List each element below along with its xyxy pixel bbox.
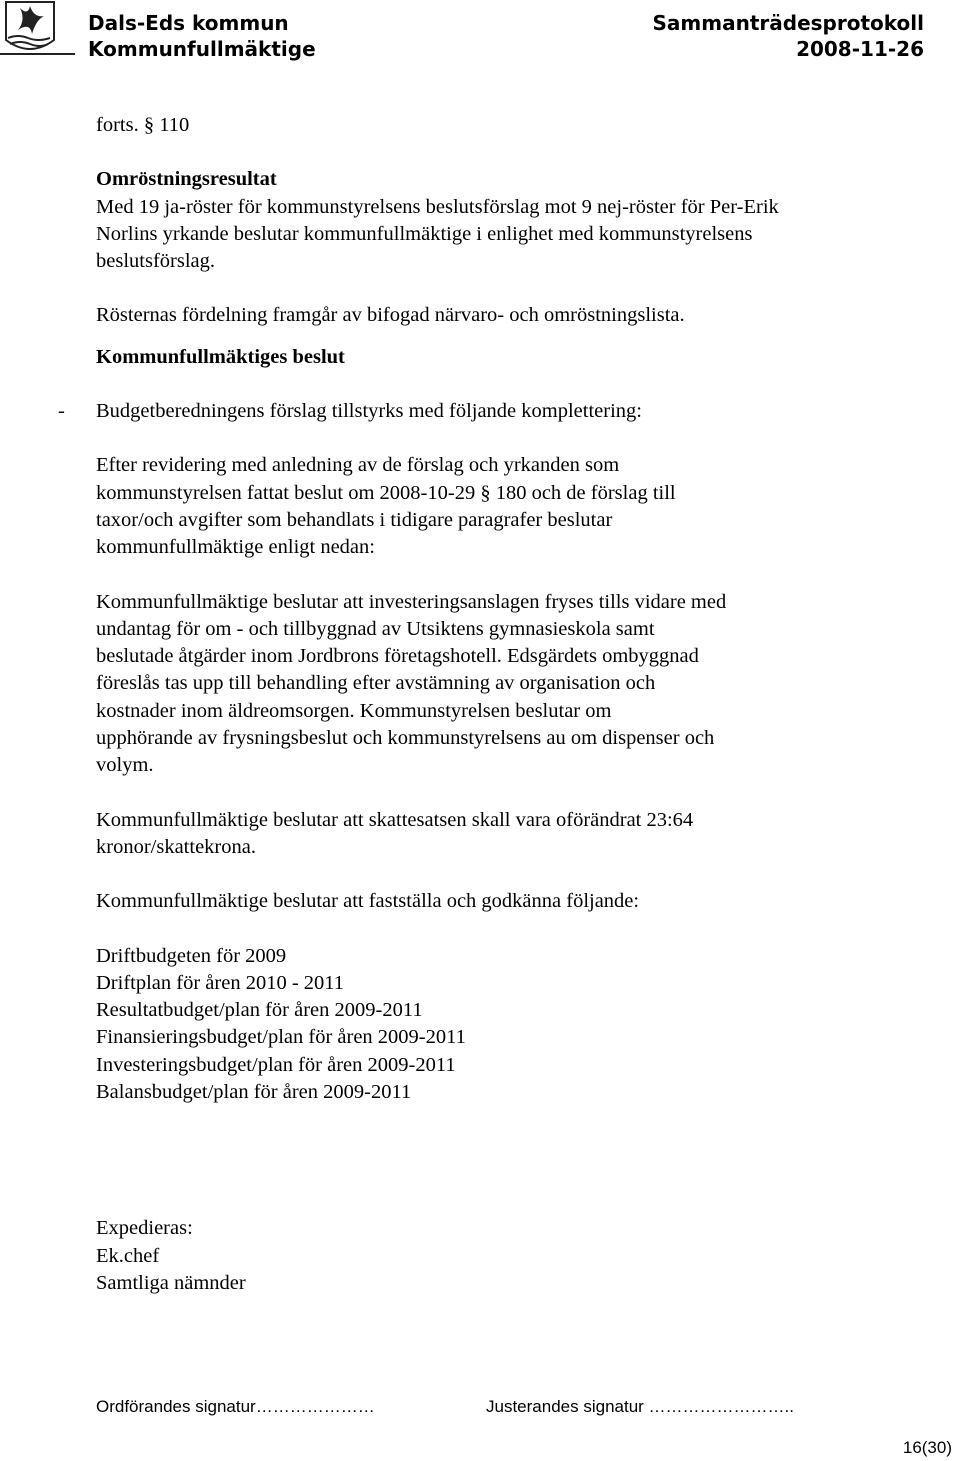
vote-line: Norlins yrkande beslutar kommunfullmäktige i enlighet med kommunstyrelsens [96,222,753,245]
decision-heading: Kommunfullmäktiges beslut [96,345,345,368]
para-line: Efter revidering med anledning av de förslag och yrkanden som [96,454,620,477]
document-body [58,112,926,1297]
org-name: Dals-Eds kommun [88,11,289,35]
budget-item: Driftplan för åren 2010 - 2011 [96,971,345,994]
body-name: Kommunfullmäktige [88,37,316,61]
para-line: kronor/skattekrona. [96,835,256,858]
vote-line: Med 19 ja-röster för kommunstyrelsens beslutsförslag mot 9 nej-röster för Per-Erik [96,195,779,218]
para-line: volym. [96,754,154,777]
para-line: kommunfullmäktige enligt nedan: [96,536,375,559]
vote-line: beslutsförslag. [96,250,215,273]
budget-item: Resultatbudget/plan för åren 2009-2011 [96,999,423,1022]
decision-item [58,398,926,425]
expedieras-line: Expedieras: [96,1217,193,1240]
header-left [88,10,316,62]
doc-date: 2008-11-26 [796,37,924,61]
continuation-label: forts. § 110 [96,114,190,136]
page-header [0,0,960,62]
budget-item: Investeringsbudget/plan för åren 2009-2011 [96,1053,456,1076]
municipality-logo-icon [0,0,75,60]
vote-heading: Omröstningsresultat [96,168,277,191]
decision-item-text: Budgetberedningens förslag tillstyrks med följande komplettering: [96,400,642,423]
para-line: kostnader inom äldreomsorgen. Kommunstyrelsen beslutar om [96,699,612,722]
page-number: 16(30) [902,1438,952,1457]
para-line: Kommunfullmäktige beslutar att investeringsanslagen fryses tills vidare med [96,590,727,613]
para-line: upphörande av frysningsbeslut och kommunstyrelsens au om dispenser och [96,727,715,750]
adjuster-signature: Justerandes signatur …………………….. [486,1397,794,1416]
chair-signature: Ordförandes signatur………………… [96,1397,375,1416]
dash-bullet: - [58,400,65,423]
para-line: Kommunfullmäktige beslutar att skattesatsen skall vara oförändrat 23:64 [96,808,694,831]
expedieras-line: Ek.chef [96,1244,160,1267]
header-right [653,10,924,62]
para-line: Kommunfullmäktige beslutar att fastställa och godkänna följande: [96,890,640,913]
budget-item: Finansieringsbudget/plan för åren 2009-2011 [96,1026,466,1049]
doc-type: Sammanträdesprotokoll [652,11,924,35]
budget-item: Driftbudgeten för 2009 [96,944,287,967]
para-line: undantag för om - och tillbyggnad av Utsiktens gymnasieskola samt [96,617,655,640]
para-line: kommunstyrelsen fattat beslut om 2008-10-29 § 180 och de förslag till [96,481,676,504]
para-line: föreslås tas upp till behandling efter avstämning av organisation och [96,672,656,695]
para-line: taxor/och avgifter som behandlats i tidigare paragrafer beslutar [96,508,613,531]
budget-item: Balansbudget/plan för åren 2009-2011 [96,1081,412,1104]
vote-note: Rösternas fördelning framgår av bifogad närvaro- och omröstningslista. [96,304,685,327]
para-line: beslutade åtgärder inom Jordbrons företagshotell. Edsgärdets ombyggnad [96,645,699,668]
expedieras-line: Samtliga nämnder [96,1271,246,1294]
